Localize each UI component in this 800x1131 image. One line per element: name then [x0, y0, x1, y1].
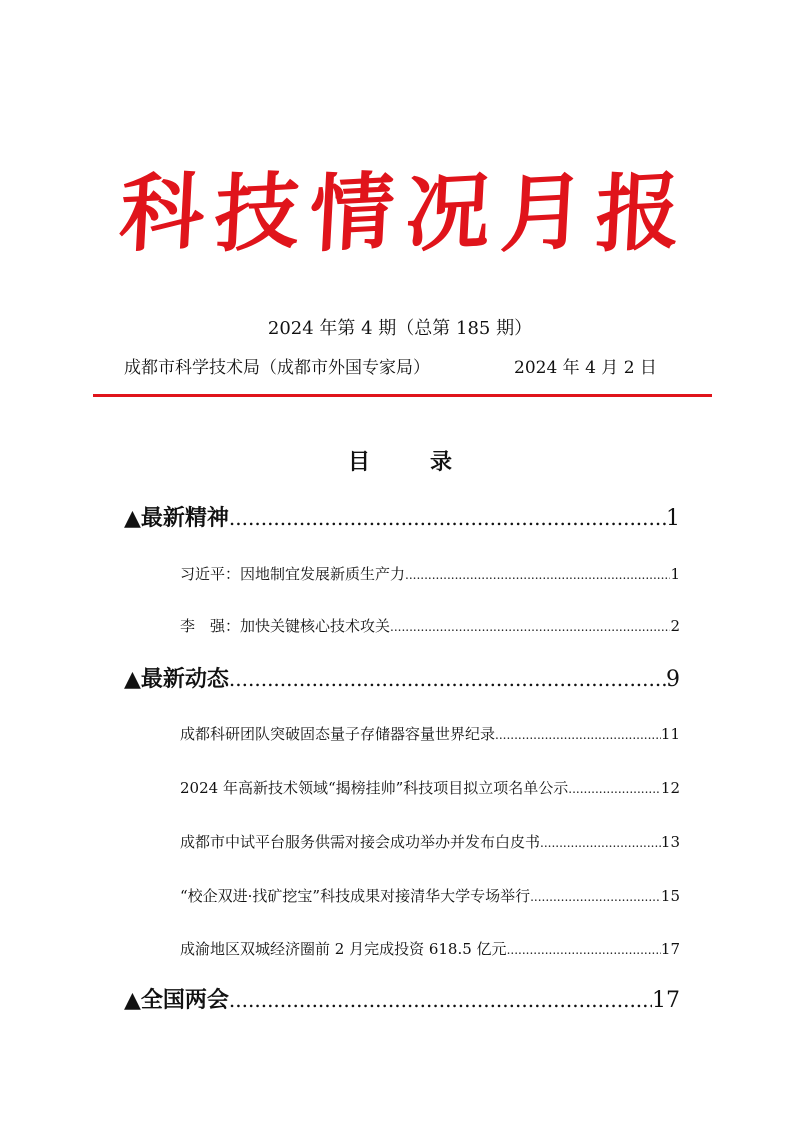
- toc-section[interactable]: [124, 664, 680, 695]
- issue-number: 2024 年第 4 期（总第 185 期）: [267, 318, 533, 339]
- toc-leader: [568, 777, 661, 801]
- toc-leader: [507, 938, 661, 962]
- toc-section[interactable]: [124, 985, 680, 1016]
- masthead-char: 科: [117, 161, 207, 265]
- masthead-char: 报: [593, 161, 683, 265]
- toc-section[interactable]: [124, 503, 680, 534]
- masthead-char: 况: [402, 161, 493, 265]
- toc-leader: [495, 723, 661, 747]
- toc-section-title: ▲全国两会: [124, 988, 229, 1013]
- toc-section-title: ▲最新精神: [124, 506, 229, 531]
- toc-leader: [229, 664, 666, 694]
- toc-page-number: 1: [670, 565, 680, 583]
- masthead-char: 技: [212, 161, 302, 265]
- toc-leader: [390, 615, 670, 639]
- publish-date: 2024 年 4 月 2 日: [514, 358, 657, 378]
- toc-entry-title: 成都市中试平台服务供需对接会成功举办并发布白皮书: [180, 833, 541, 851]
- toc-page-number: 12: [660, 779, 680, 797]
- toc-leader: [229, 985, 652, 1015]
- toc-entry[interactable]: [180, 614, 680, 639]
- masthead-title: [117, 158, 683, 268]
- toc-entry[interactable]: [180, 776, 680, 801]
- toc-entry-title: 成渝地区双城经济圈前 2 月完成投资 618.5 亿元: [180, 940, 507, 958]
- toc-entry-title: 李 强：加快关键核心技术攻关: [180, 617, 391, 635]
- masthead-char: 情: [307, 161, 398, 265]
- header-divider: [93, 394, 712, 397]
- toc-title: 目录: [347, 450, 512, 475]
- toc-entry-title: 2024 年高新技术领域“揭榜挂帅”科技项目拟立项名单公示: [180, 779, 569, 797]
- toc-entry-title: 习近平：因地制宜发展新质生产力: [180, 565, 406, 583]
- masthead-char: 月: [497, 161, 588, 265]
- toc-page-number: 13: [660, 833, 680, 851]
- toc-entry-title: 成都科研团队突破固态量子存储器容量世界纪录: [180, 725, 496, 743]
- toc-page-number: 15: [660, 887, 680, 905]
- publisher-name: 成都市科学技术局（成都市外国专家局）: [124, 358, 430, 378]
- toc-page-number: 17: [660, 940, 680, 958]
- toc-section-title: ▲最新动态: [124, 667, 229, 692]
- toc-entry[interactable]: [180, 722, 680, 747]
- toc-leader: [405, 563, 670, 587]
- toc-leader: [540, 831, 661, 855]
- toc-leader: [229, 503, 666, 533]
- toc-page-number: 11: [660, 725, 680, 743]
- toc-entry-title: “校企双进·找矿挖宝”科技成果对接清华大学专场举行: [180, 887, 531, 905]
- toc-page-number: 2: [670, 617, 680, 635]
- toc-entry[interactable]: [180, 830, 680, 855]
- toc-leader: [530, 885, 661, 909]
- toc-entry[interactable]: [180, 937, 680, 962]
- toc-page-number: 1: [666, 506, 680, 531]
- toc-page-number: 17: [652, 988, 680, 1013]
- toc-page-number: 9: [666, 667, 680, 692]
- toc-entry[interactable]: [180, 562, 680, 587]
- toc-entry[interactable]: [180, 884, 680, 909]
